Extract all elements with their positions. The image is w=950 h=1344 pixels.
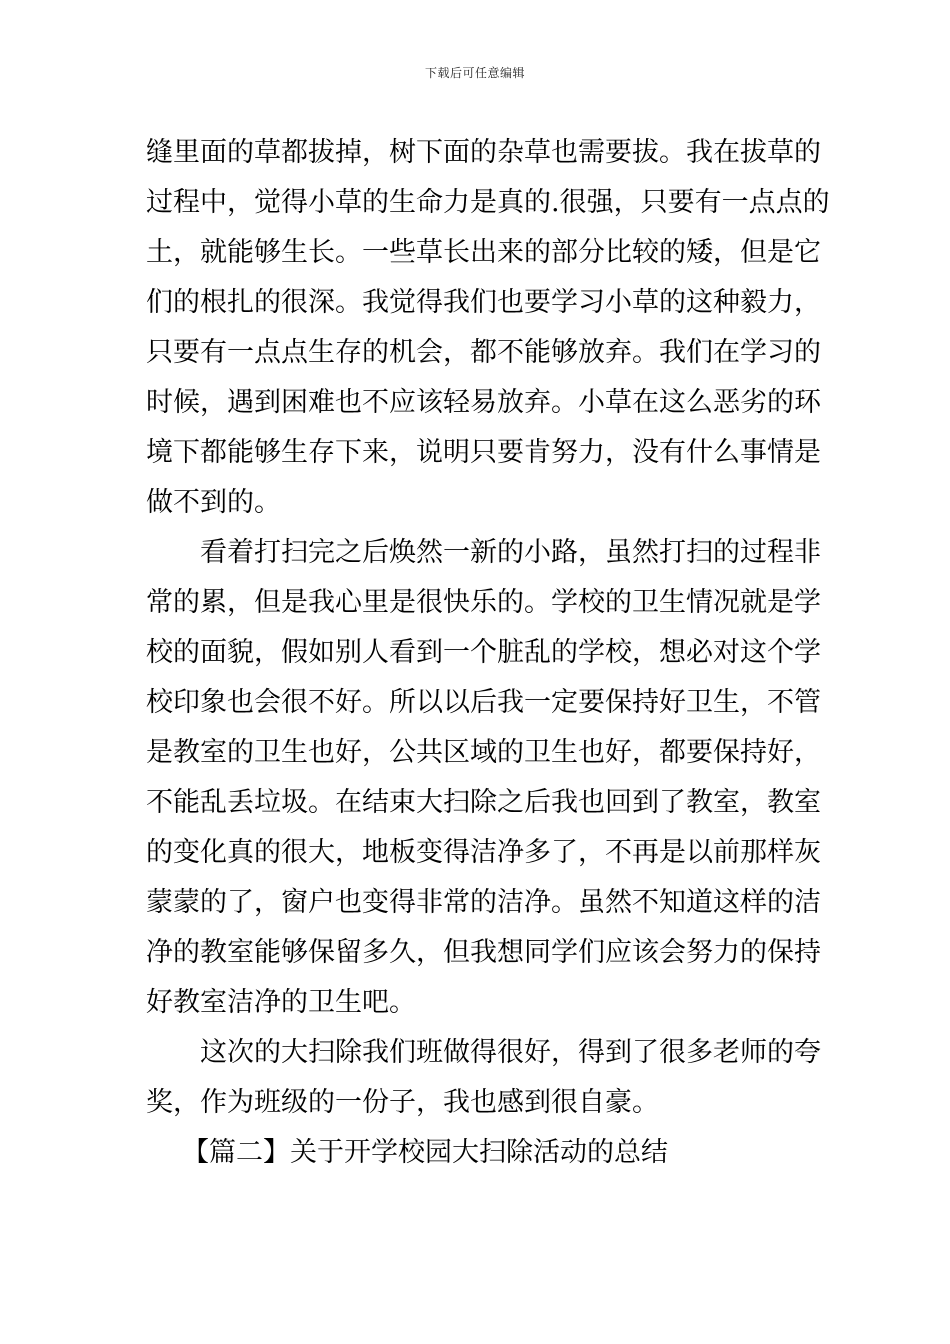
paragraph-line: 只要有一点点生存的机会，都不能够放弃。我们在学习的 — [146, 337, 821, 368]
paragraph-line: 的变化真的很大，地板变得洁净多了，不再是以前那样灰 — [146, 837, 821, 868]
paragraph-line: 常的累，但是我心里是很快乐的。学校的卫生情况就是学 — [146, 587, 821, 618]
paragraph-line: 这次的大扫除我们班做得很好，得到了很多老师的夸 — [200, 1037, 821, 1068]
paragraph-line: 缝里面的草都拔掉，树下面的杂草也需要拔。我在拔草的 — [146, 137, 821, 168]
paragraph-line: 好教室洁净的卫生吧。 — [146, 987, 416, 1018]
paragraph-line: 们的根扎的很深。我觉得我们也要学习小草的这种毅力， — [146, 287, 821, 318]
paragraph-line: 土，就能够生长。一些草长出来的部分比较的矮，但是它 — [146, 237, 821, 268]
paragraph-line: 是教室的卫生也好，公共区域的卫生也好，都要保持好， — [146, 737, 821, 768]
paragraph-line: 境下都能够生存下来，说明只要肯努力，没有什么事情是 — [146, 437, 821, 468]
paragraph-line: 时候，遇到困难也不应该轻易放弃。小草在这么恶劣的环 — [146, 387, 821, 418]
paragraph-line: 不能乱丢垃圾。在结束大扫除之后我也回到了教室，教室 — [146, 787, 821, 818]
paragraph-3 — [146, 1028, 821, 1128]
paragraph-line: 校印象也会很不好。所以以后我一定要保持好卫生，不管 — [146, 687, 821, 718]
paragraph-2 — [146, 528, 821, 1028]
document-body — [146, 128, 830, 1178]
paragraph-line: 蒙蒙的了，窗户也变得非常的洁净。虽然不知道这样的洁 — [146, 887, 821, 918]
paragraph-line: 奖，作为班级的一份子，我也感到很自豪。 — [146, 1087, 659, 1118]
paragraph-line: 净的教室能够保留多久，但我想同学们应该会努力的保持 — [146, 937, 821, 968]
paragraph-line: 过程中，觉得小草的生命力是真的.很强，只要有一点点的 — [146, 187, 830, 218]
paragraph-line: 校的面貌，假如别人看到一个脏乱的学校，想必对这个学 — [146, 637, 821, 668]
paragraph-line: 做不到的。 — [146, 487, 281, 518]
paragraph-1 — [146, 128, 830, 528]
paragraph-line: 看着打扫完之后焕然一新的小路，虽然打扫的过程非 — [200, 537, 821, 568]
section-heading: 【篇二】关于开学校园大扫除活动的总结 — [182, 1137, 668, 1168]
page-header: 下载后可任意编辑 — [424, 66, 525, 80]
